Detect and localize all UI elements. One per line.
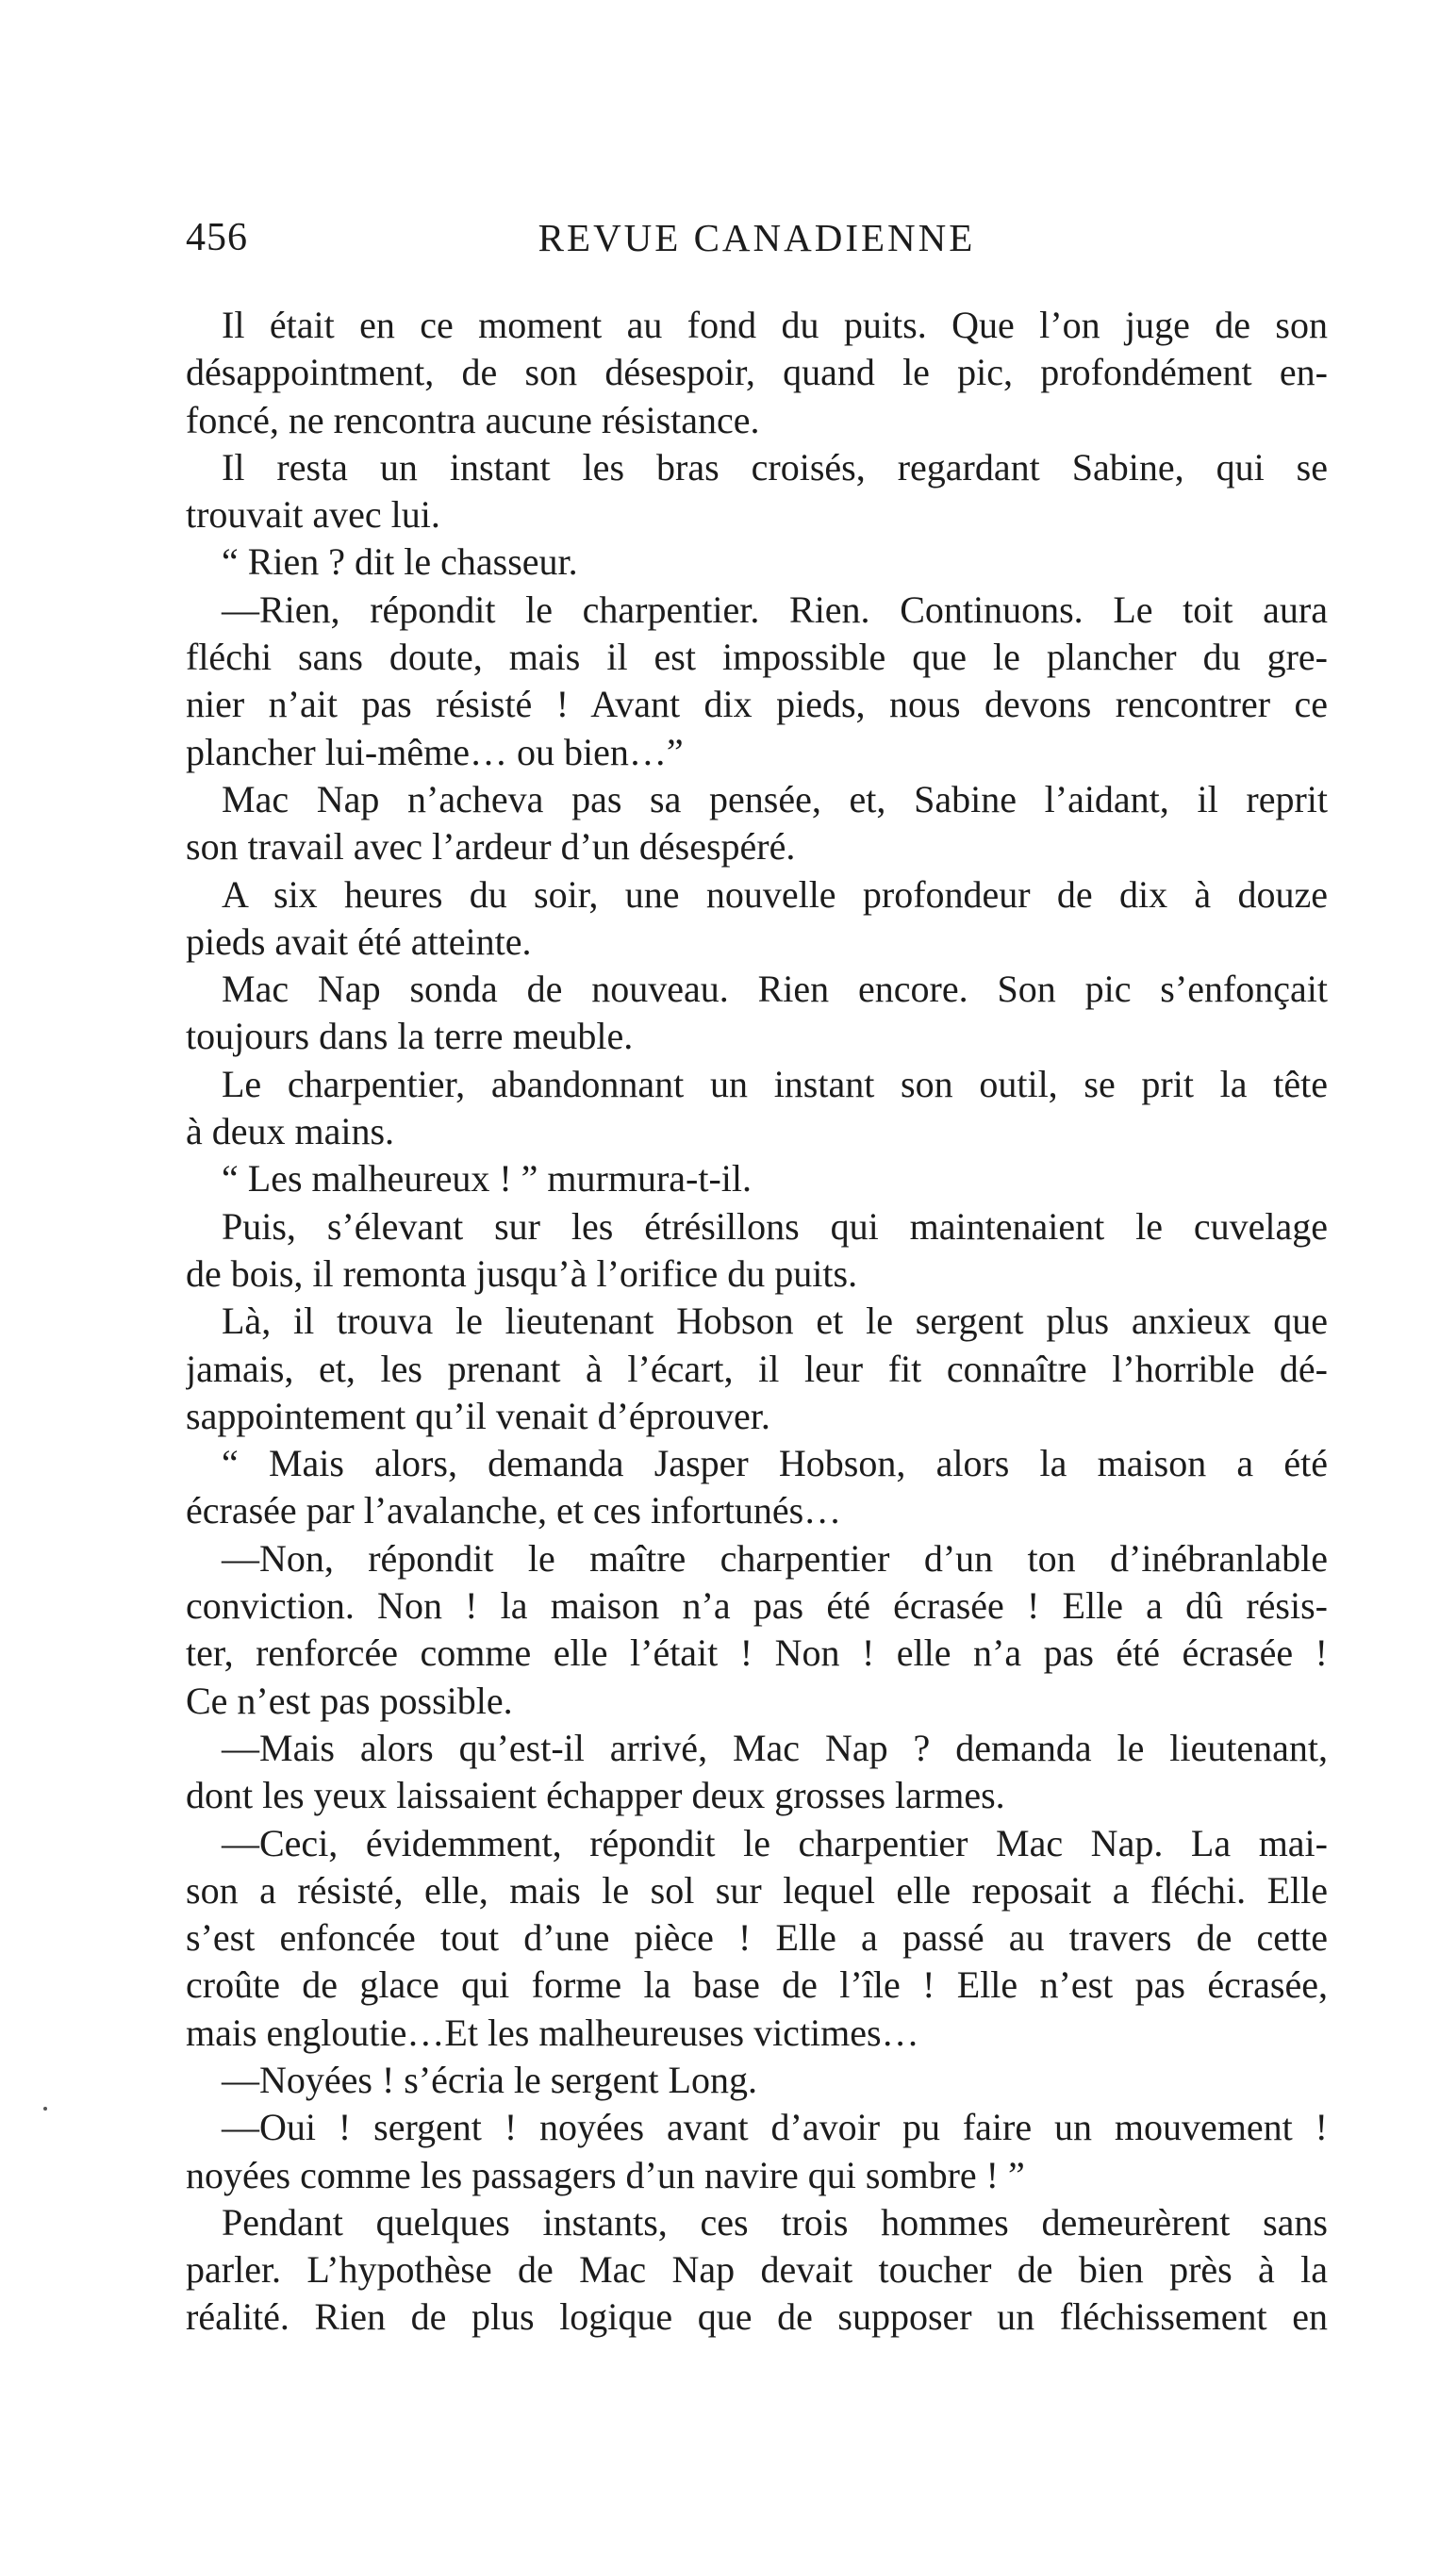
text-line: s’est enfoncée tout d’une pièce ! Elle a passé au travers de cette	[186, 1916, 1328, 1960]
text-line: —Oui ! sergent ! noyées avant d’avoir pu faire un mouvement !	[222, 2106, 1328, 2149]
text-line: Ce n’est pas possible.	[186, 1679, 513, 1722]
text-line: dont les yeux laissaient échapper deux grosses larmes.	[186, 1774, 1005, 1817]
text-line: Mac Nap sonda de nouveau. Rien encore. Son pic s’enfonçait	[222, 968, 1328, 1011]
text-line: mais engloutie…Et les malheureuses victimes…	[186, 2011, 919, 2054]
text-line: foncé, ne rencontra aucune résistance.	[186, 398, 760, 441]
text-line: écrasée par l’avalanche, et ces infortunés…	[186, 1489, 842, 1532]
text-line: réalité. Rien de plus logique que de supposer un fléchissement en	[186, 2295, 1328, 2339]
text-line: trouvait avec lui.	[186, 493, 440, 537]
text-line: conviction. Non ! la maison n’a pas été écrasée ! Elle a dû résis-	[186, 1584, 1328, 1628]
text-line: à deux mains.	[186, 1110, 395, 1153]
text-line: son a résisté, elle, mais le sol sur lequel elle reposait a fléchi. Elle	[186, 1868, 1328, 1912]
text-line: Là, il trouva le lieutenant Hobson et le sergent plus anxieux que	[222, 1300, 1328, 1343]
text-line: “ Les malheureux ! ” murmura-t-il.	[222, 1157, 752, 1200]
text-line: —Ceci, évidemment, répondit le charpentier Mac Nap. La mai-	[222, 1821, 1328, 1864]
text-line: —Non, répondit le maître charpentier d’un ton d’inébranlable	[222, 1536, 1328, 1580]
text-line: toujours dans la terre meuble.	[186, 1015, 634, 1058]
text-line: “ Rien ? dit le chasseur.	[222, 540, 578, 584]
text-line: son travail avec l’ardeur d’un désespéré.	[186, 825, 796, 869]
text-line: Pendant quelques instants, ces trois hommes demeurèrent sans	[222, 2200, 1328, 2244]
text-line: —Noyées ! s’écria le sergent Long.	[222, 2058, 757, 2101]
page-number: 456	[186, 216, 248, 259]
text-line: jamais, et, les prenant à l’écart, il leur fit connaître l’horrible dé-	[186, 1347, 1328, 1390]
text-line: Le charpentier, abandonnant un instant son outil, se prit la tête	[222, 1062, 1328, 1105]
text-line: ter, renforcée comme elle l’était ! Non ! elle n’a pas été écrasée !	[186, 1631, 1328, 1675]
text-line: Puis, s’élevant sur les étrésillons qui maintenaient le cuvelage	[222, 1204, 1328, 1248]
text-line: Il resta un instant les bras croisés, regardant Sabine, qui se	[222, 445, 1328, 488]
text-line: A six heures du soir, une nouvelle profondeur de dix à douze	[222, 872, 1328, 916]
text-line: fléchi sans doute, mais il est impossible que le plancher du gre-	[186, 636, 1328, 679]
text-line: —Mais alors qu’est-il arrivé, Mac Nap ? demanda le lieutenant,	[222, 1726, 1328, 1769]
text-line: croûte de glace qui forme la base de l’île ! Elle n’est pas écrasée,	[186, 1963, 1328, 2007]
journal-title: REVUE CANADIENNE	[538, 216, 976, 259]
text-line: Mac Nap n’acheva pas sa pensée, et, Sabine l’aidant, il reprit	[222, 777, 1328, 820]
text-line: noyées comme les passagers d’un navire qui sombre ! ”	[186, 2153, 1025, 2196]
text-line: de bois, il remonta jusqu’à l’orifice du puits.	[186, 1251, 858, 1295]
print-speck	[43, 2107, 47, 2111]
running-head	[186, 215, 1328, 272]
text-line: sappointement qu’il venait d’éprouver.	[186, 1394, 770, 1437]
text-line: —Rien, répondit le charpentier. Rien. Continuons. Le toit aura	[222, 588, 1328, 631]
text-line: nier n’ait pas résisté ! Avant dix pieds, nous devons rencontrer ce	[186, 683, 1328, 726]
text-line: désappointment, de son désespoir, quand le pic, profondément en-	[186, 351, 1328, 394]
text-line: pieds avait été atteinte.	[186, 919, 532, 963]
body-text	[186, 302, 1328, 2342]
text-line: “ Mais alors, demanda Jasper Hobson, alors la maison a été	[222, 1442, 1328, 1485]
text-line: Il était en ce moment au fond du puits. Que l’on juge de son	[222, 304, 1328, 346]
text-line: plancher lui-même… ou bien…”	[186, 730, 684, 773]
text-line: parler. L’hypothèse de Mac Nap devait toucher de bien près à la	[186, 2248, 1328, 2292]
